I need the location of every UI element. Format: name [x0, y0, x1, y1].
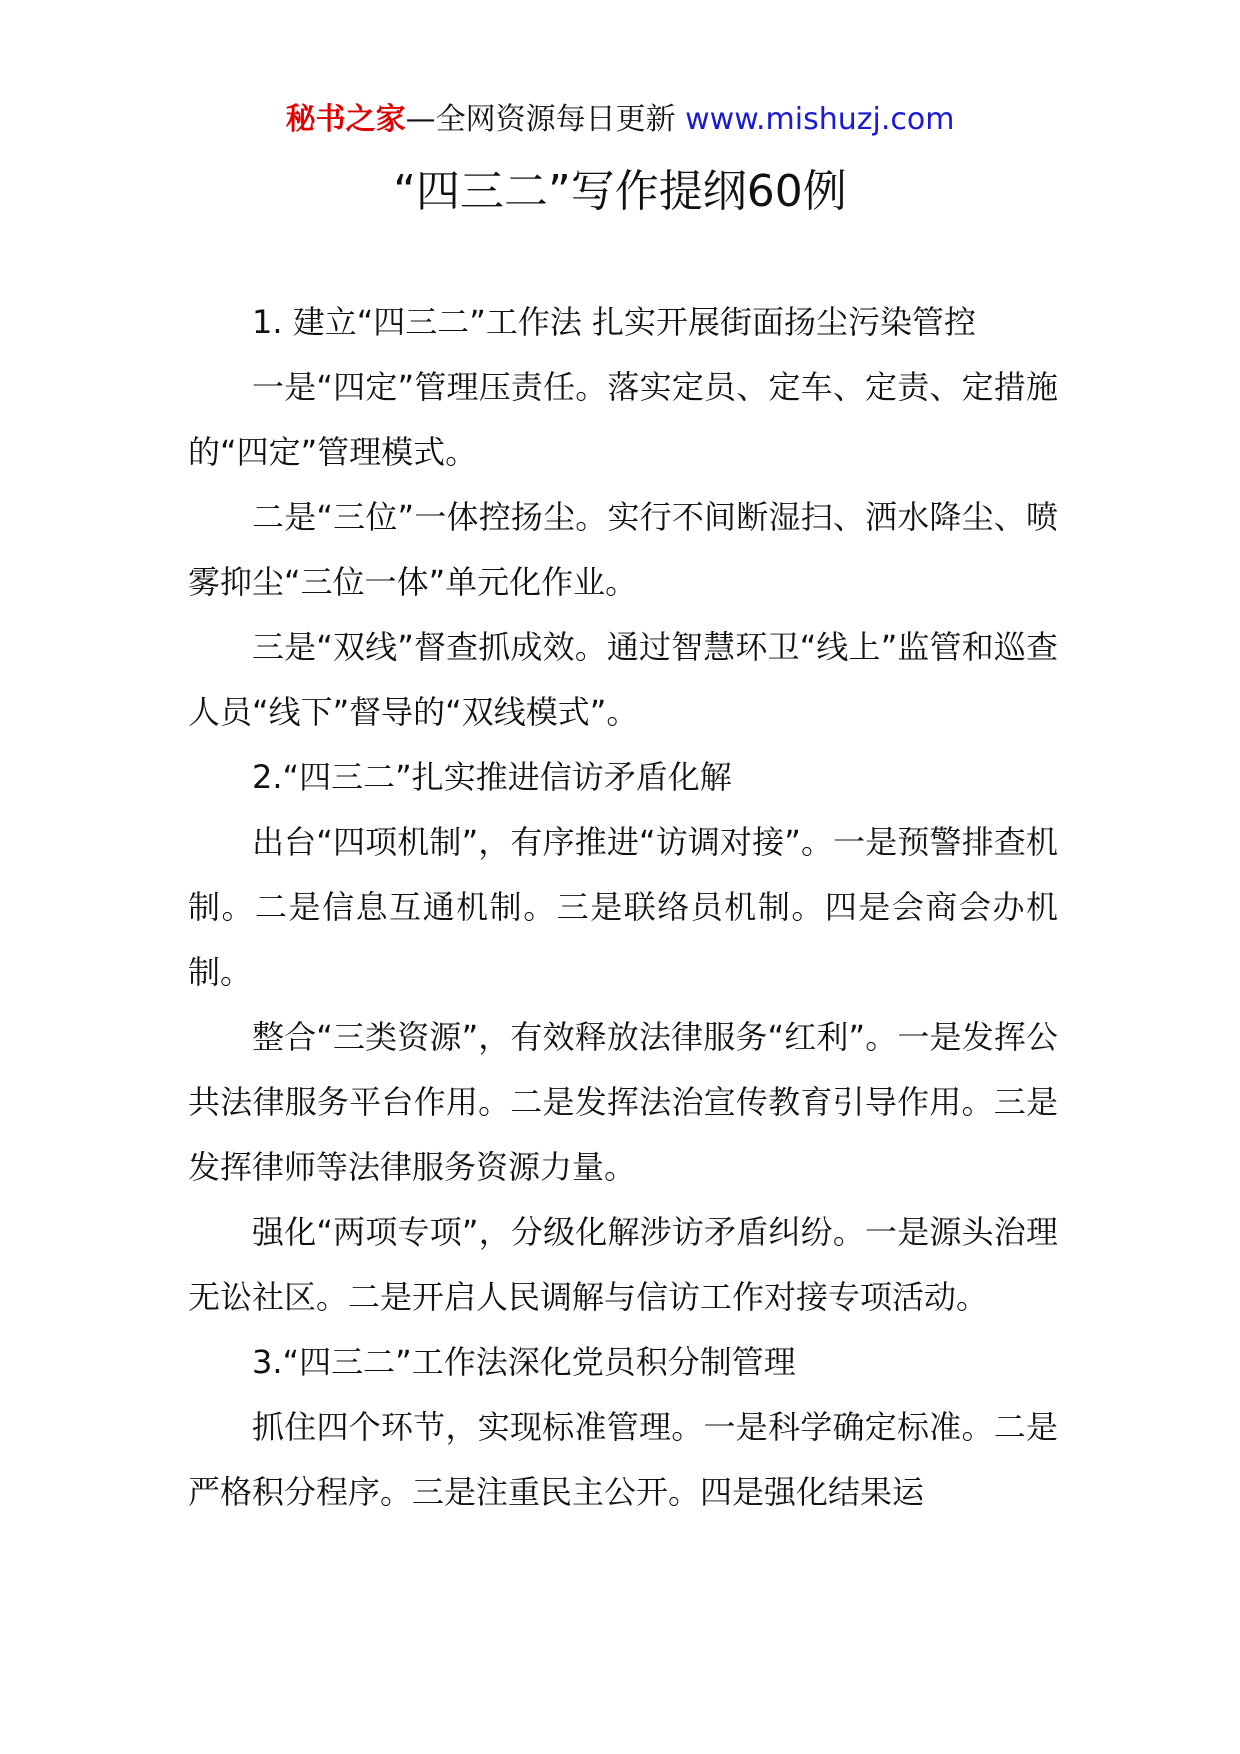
site-slogan: —全网资源每日更新	[405, 102, 686, 137]
paragraph: 抓住四个环节，实现标准管理。一是科学确定标准。二是严格积分程序。三是注重民主公开。四是强化结果运	[188, 1408, 1058, 1511]
paragraph: 强化“两项专项”，分级化解涉访矛盾纠纷。一是源头治理无讼社区。二是开启人民调解与信访工作对接专项活动。	[188, 1213, 1058, 1316]
site-header	[0, 100, 1240, 140]
section-heading-2: 2.“四三二”扎实推进信访矛盾化解	[252, 758, 732, 796]
paragraph: 整合“三类资源”，有效释放法律服务“红利”。一是发挥公共法律服务平台作用。二是发挥法治宣传教育引导作用。三是发挥律师等法律服务资源力量。	[188, 1018, 1058, 1186]
paragraph: 二是“三位”一体控扬尘。实行不间断湿扫、洒水降尘、喷雾抑尘“三位一体”单元化作业。	[188, 498, 1058, 601]
site-brand: 秘书之家	[285, 102, 406, 137]
document-title: “四三二”写作提纲60例	[393, 166, 847, 217]
document-body	[188, 290, 1058, 1525]
section-heading-3: 3.“四三二”工作法深化党员积分制管理	[252, 1343, 796, 1381]
paragraph: 三是“双线”督查抓成效。通过智慧环卫“线上”监管和巡查人员“线下”督导的“双线模式”。	[188, 628, 1058, 731]
paragraph: 一是“四定”管理压责任。落实定员、定车、定责、定措施的“四定”管理模式。	[188, 368, 1058, 471]
site-url-link[interactable]: www.mishuzj.com	[685, 102, 955, 137]
paragraph: 出台“四项机制”，有序推进“访调对接”。一是预警排查机制。二是信息互通机制。三是联络员机制。四是会商会办机制。	[188, 823, 1058, 991]
section-heading-1: 1. 建立“四三二”工作法 扎实开展街面扬尘污染管控	[252, 303, 977, 341]
